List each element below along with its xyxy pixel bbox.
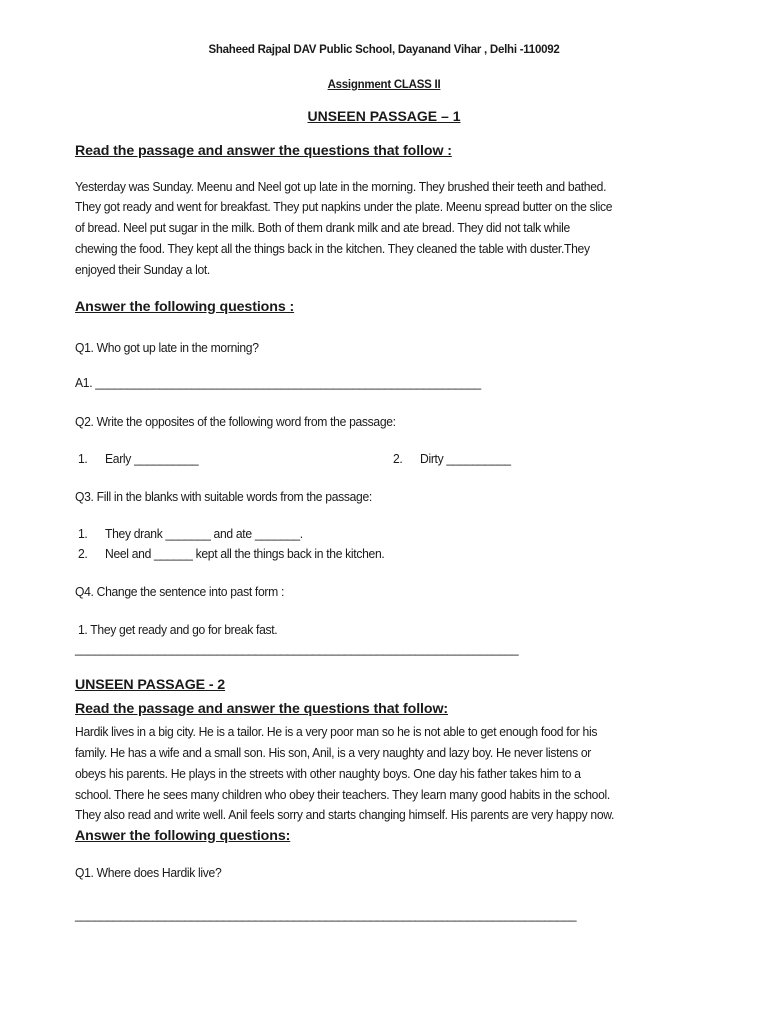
passage1-line: of bread. Neel put sugar in the milk. Both of them drank milk and ate bread. They did not talk while bbox=[75, 220, 570, 235]
passage2-line: family. He has a wife and a small son. His son, Anil, is a very naughty and lazy boy. He never listens or bbox=[75, 745, 592, 760]
passage1-a1: A1. ____________________________________________________________ bbox=[75, 375, 481, 390]
q3-item1-number: 1. bbox=[78, 526, 88, 541]
passage2-line: They also read and write well. Anil feels sorry and starts changing himself. His parents are very happy now. bbox=[75, 807, 615, 822]
passage1-line: enjoyed their Sunday a lot. bbox=[75, 262, 210, 277]
passage2-answer-heading: Answer the following questions: bbox=[75, 828, 291, 844]
q2-item2-number: 2. bbox=[393, 451, 403, 466]
passage1-answer-heading: Answer the following questions : bbox=[75, 299, 295, 315]
passage1-title: UNSEEN PASSAGE – 1 bbox=[307, 108, 461, 124]
passage1-q1: Q1. Who got up late in the morning? bbox=[75, 340, 259, 355]
assignment-title: Assignment CLASS II bbox=[327, 79, 441, 91]
passage1-q2: Q2. Write the opposites of the following word from the passage: bbox=[75, 414, 396, 429]
passage2-instruction: Read the passage and answer the questions that follow: bbox=[75, 701, 449, 717]
school-name: Shaheed Rajpal DAV Public School, Dayanand Vihar , Delhi -110092 bbox=[208, 44, 560, 56]
passage2-title: UNSEEN PASSAGE - 2 bbox=[75, 677, 226, 693]
passage1-line: They got ready and went for breakfast. They put napkins under the plate. Meenu spread butter on the slice bbox=[75, 199, 613, 214]
passage1-q3: Q3. Fill in the blanks with suitable words from the passage: bbox=[75, 489, 372, 504]
passage1-line: Yesterday was Sunday. Meenu and Neel got up late in the morning. They brushed their teeth and bathed. bbox=[75, 179, 607, 194]
passage2-line: Hardik lives in a big city. He is a tailor. He is a very poor man so he is not able to get enough food for his bbox=[75, 724, 598, 739]
passage2-line: obeys his parents. He plays in the streets with other naughty boys. One day his father takes him to a bbox=[75, 766, 581, 781]
q4-item1: 1. They get ready and go for break fast. bbox=[78, 622, 278, 637]
passage2-line: school. There he sees many children who obey their teachers. They learn many good habits in the school. bbox=[75, 787, 610, 802]
q2-item2: Dirty __________ bbox=[420, 451, 511, 466]
q3-item2: Neel and ______ kept all the things back in the kitchen. bbox=[105, 546, 385, 561]
q4-answer-blank: _____________________________________________________________________ bbox=[75, 641, 519, 656]
passage2-q1-answer-blank: ______________________________________________________________________________ bbox=[75, 907, 577, 922]
passage1-q4: Q4. Change the sentence into past form : bbox=[75, 584, 285, 599]
q2-item1: Early __________ bbox=[105, 451, 199, 466]
q3-item2-number: 2. bbox=[78, 546, 88, 561]
q3-item1: They drank _______ and ate _______. bbox=[105, 526, 303, 541]
passage2-q1: Q1. Where does Hardik live? bbox=[75, 865, 222, 880]
q2-item1-number: 1. bbox=[78, 451, 88, 466]
passage1-instruction: Read the passage and answer the questions that follow : bbox=[75, 143, 452, 159]
passage1-line: chewing the food. They kept all the things back in the kitchen. They cleaned the table with duster.They bbox=[75, 241, 590, 256]
